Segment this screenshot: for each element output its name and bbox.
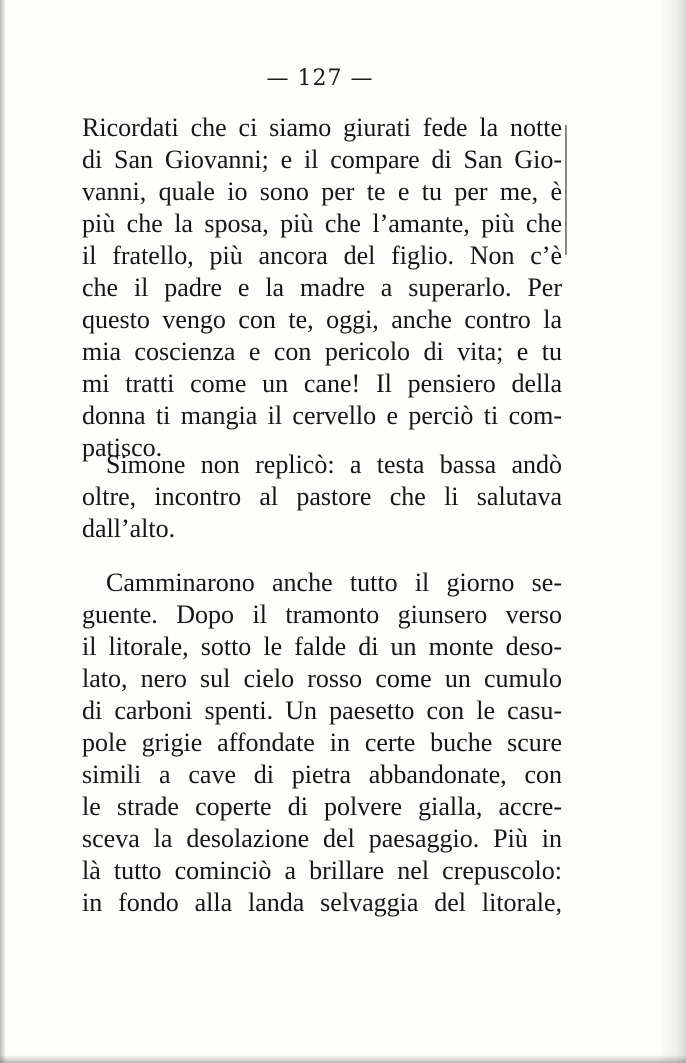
text-line: patisco. <box>82 433 163 462</box>
margin-line-mark <box>565 125 567 255</box>
text-line: sceva la desolazione del paesaggio. Più in <box>82 824 562 853</box>
text-line: lato, nero sul cielo rosso come un cumulo <box>82 664 562 693</box>
page-number: — 127 — <box>266 66 374 91</box>
paragraph-1 <box>82 112 562 464</box>
text-line: le strade coperte di polvere gialla, accre- <box>82 792 562 821</box>
scan-edge-bottom <box>0 1055 686 1063</box>
text-line: più che la sposa, più che l’amante, più che <box>82 209 562 238</box>
text-line: di San Giovanni; e il compare di San Gio- <box>82 145 562 174</box>
text-line: donna ti mangia il cervello e perciò ti com- <box>82 401 562 430</box>
text-line: dall’alto. <box>82 514 176 543</box>
text-line: là tutto cominciò a brillare nel crepuscolo: <box>82 856 562 885</box>
text-line: oltre, incontro al pastore che li salutava <box>82 482 562 511</box>
text-line: che il padre e la madre a superarlo. Per <box>82 273 562 302</box>
text-line: di carboni spenti. Un paesetto con le casu- <box>82 696 562 725</box>
paragraph-2 <box>82 449 562 545</box>
text-line: vanni, quale io sono per te e tu per me, è <box>82 177 562 206</box>
text-line: il litorale, sotto le falde di un monte deso- <box>82 632 562 661</box>
text-line: Camminarono anche tutto il giorno se- <box>106 568 562 597</box>
text-line: simili a cave di pietra abbandonate, con <box>82 760 562 789</box>
text-line: Ricordati che ci siamo giurati fede la notte <box>82 113 562 142</box>
text-line: mi tratti come un cane! Il pensiero della <box>82 369 562 398</box>
scan-edge-right <box>660 0 686 1063</box>
text-line: questo vengo con te, oggi, anche contro la <box>82 305 562 334</box>
text-line: in fondo alla landa selvaggia del litorale, <box>82 888 562 917</box>
text-line: pole grigie affondate in certe buche scure <box>82 728 562 757</box>
text-line: il fratello, più ancora del figlio. Non c’è <box>82 241 562 270</box>
text-line: mia coscienza e con pericolo di vita; e tu <box>82 337 562 366</box>
paragraph-3 <box>82 567 562 919</box>
text-line: Simone non replicò: a testa bassa andò <box>106 450 562 479</box>
text-line: guente. Dopo il tramonto giunsero verso <box>82 600 562 629</box>
scan-edge-left <box>0 0 6 1063</box>
